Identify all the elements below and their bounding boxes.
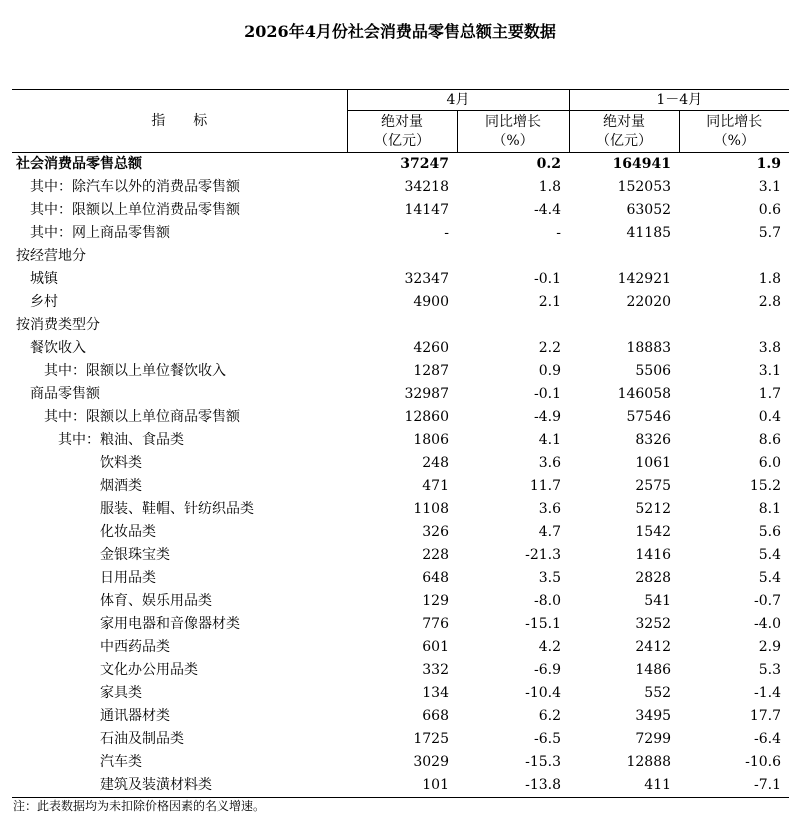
month-growth-cell: -0.1 (534, 386, 562, 402)
month-growth-cell: -15.1 (525, 616, 562, 632)
row-label: 汽车类 (100, 754, 142, 770)
month-abs-cell: 648 (422, 570, 449, 586)
table-row (12, 751, 789, 774)
table-row (12, 636, 789, 659)
table-row (12, 682, 789, 705)
month-abs-cell: 4260 (413, 340, 449, 356)
month-growth-cell: 4.1 (538, 432, 562, 448)
month-abs-cell: 134 (422, 685, 449, 701)
row-label: 建筑及装潢材料类 (12, 774, 347, 798)
table-row (12, 521, 789, 544)
table-row (12, 590, 789, 613)
ytd-growth-cell: -6.4 (754, 731, 782, 747)
month-growth-cell: -21.3 (525, 547, 562, 563)
month-growth-cell: -6.5 (534, 731, 562, 747)
row-label: 石油及制品类 (100, 731, 184, 747)
ytd-abs-cell: 411 (569, 774, 679, 798)
table-row (12, 475, 789, 498)
row-label: 金银珠宝类 (100, 547, 170, 563)
ytd-abs-cell: 2575 (635, 478, 672, 494)
month-abs-cell: 37247 (400, 156, 449, 172)
table-row (12, 613, 789, 636)
ytd-growth-cell: 15.2 (749, 478, 782, 494)
ytd-abs-cell: 552 (644, 685, 672, 701)
row-label: 其中：网上商品零售额 (30, 225, 170, 241)
month-growth-cell: 4.2 (538, 639, 562, 655)
month-growth-cell: -6.9 (534, 662, 562, 678)
table-row (12, 337, 789, 360)
month-growth-cell: -4.4 (534, 202, 562, 218)
ytd-abs-cell: 3495 (635, 708, 672, 724)
ytd-growth-header: 同比增长 （%） (679, 111, 789, 153)
ytd-growth-cell: -0.7 (754, 593, 782, 609)
ytd-growth-cell: 5.7 (758, 225, 782, 241)
row-label: 饮料类 (100, 455, 142, 471)
ytd-growth-cell: 3.8 (758, 340, 782, 356)
ytd-growth-cell: 17.7 (749, 708, 782, 724)
ytd-abs-cell: 12888 (626, 754, 672, 770)
month-abs-cell: - (444, 225, 449, 241)
table-row (12, 406, 789, 429)
month-period-header: 4月 (347, 90, 569, 111)
table-row (12, 199, 789, 222)
month-abs-cell: 1108 (413, 501, 449, 517)
month-growth-cell: 6.2 (538, 708, 562, 724)
ytd-growth-cell: 8.6 (758, 432, 782, 448)
ytd-abs-cell: 142921 (617, 271, 672, 287)
month-abs-cell: 101 (347, 774, 457, 798)
row-label: 体育、娱乐用品类 (100, 593, 212, 609)
month-growth-cell: 0.9 (538, 363, 562, 379)
ytd-growth-cell: 1.8 (758, 271, 782, 287)
month-abs-cell (347, 314, 457, 337)
ytd-abs-cell: 541 (644, 593, 672, 609)
row-label: 商品零售额 (30, 386, 100, 402)
month-abs-cell: 14147 (404, 202, 449, 218)
month-growth-cell: 1.8 (538, 179, 562, 195)
ytd-growth-cell: 8.1 (758, 501, 782, 517)
indicator-header: 指 标 (12, 90, 347, 153)
ytd-growth-cell: 1.7 (758, 386, 782, 402)
ytd-growth-cell: 3.1 (758, 179, 782, 195)
month-abs-cell: 228 (422, 547, 449, 563)
month-abs-cell: 776 (422, 616, 449, 632)
ytd-growth-cell: 0.6 (758, 202, 782, 218)
ytd-abs-cell: 1416 (635, 547, 672, 563)
month-growth-cell: 3.6 (538, 455, 562, 471)
row-label: 中西药品类 (100, 639, 170, 655)
ytd-abs-cell: 3252 (635, 616, 672, 632)
ytd-abs-cell (569, 245, 679, 268)
row-label: 其中：限额以上单位商品零售额 (44, 409, 240, 425)
month-abs-cell: 332 (422, 662, 449, 678)
ytd-abs-cell: 63052 (626, 202, 672, 218)
row-label: 烟酒类 (100, 478, 142, 494)
month-growth-cell: 0.2 (536, 156, 562, 172)
month-growth-cell (457, 245, 569, 268)
table-row (12, 452, 789, 475)
month-abs-cell: 32347 (404, 271, 449, 287)
row-label: 其中：限额以上单位餐饮收入 (44, 363, 226, 379)
table-row (12, 498, 789, 521)
ytd-abs-cell: 5212 (635, 501, 672, 517)
ytd-growth-cell: 2.8 (758, 294, 782, 310)
ytd-growth-cell: 5.3 (758, 662, 782, 678)
ytd-growth-cell: 0.4 (758, 409, 782, 425)
ytd-abs-cell: 18883 (626, 340, 672, 356)
retail-sales-table (12, 89, 789, 798)
ytd-growth-cell: -10.6 (745, 754, 782, 770)
table-row (12, 245, 789, 268)
table-row (12, 567, 789, 590)
ytd-abs-cell: 146058 (617, 386, 672, 402)
month-abs-cell: 1287 (413, 363, 449, 379)
month-abs-header: 绝对量 （亿元） (347, 111, 457, 153)
table-row (12, 383, 789, 406)
month-abs-cell: 32987 (404, 386, 449, 402)
ytd-growth-cell: 5.4 (758, 547, 782, 563)
table-body (12, 153, 789, 798)
month-abs-cell: 1806 (413, 432, 449, 448)
ytd-growth-cell: -1.4 (754, 685, 782, 701)
month-growth-cell: -13.8 (457, 774, 569, 798)
table-row (12, 222, 789, 245)
ytd-abs-cell: 1542 (635, 524, 672, 540)
ytd-growth-cell: 1.9 (756, 156, 782, 172)
month-growth-cell: 2.1 (538, 294, 562, 310)
month-growth-cell: 4.7 (538, 524, 562, 540)
ytd-growth-cell: 3.1 (758, 363, 782, 379)
ytd-growth-cell (679, 314, 789, 337)
ytd-abs-cell: 1486 (635, 662, 672, 678)
month-growth-cell: -0.1 (534, 271, 562, 287)
table-row (12, 659, 789, 682)
table-row (12, 360, 789, 383)
table-row (12, 705, 789, 728)
row-label: 化妆品类 (100, 524, 156, 540)
ytd-abs-cell: 22020 (626, 294, 672, 310)
month-abs-cell (347, 245, 457, 268)
row-label: 社会消费品零售总额 (16, 156, 142, 172)
month-abs-cell: 471 (422, 478, 449, 494)
table-row (12, 429, 789, 452)
table-row (12, 268, 789, 291)
month-abs-cell: 668 (422, 708, 449, 724)
month-abs-cell: 34218 (404, 179, 449, 195)
ytd-abs-cell: 152053 (617, 179, 672, 195)
row-label: 日用品类 (100, 570, 156, 586)
row-label: 其中：限额以上单位消费品零售额 (30, 202, 240, 218)
ytd-abs-cell: 2412 (635, 639, 672, 655)
month-growth-cell: -15.3 (525, 754, 562, 770)
table-row (12, 774, 789, 798)
ytd-period-header: 1－4月 (569, 90, 789, 111)
table-row (12, 314, 789, 337)
row-label: 家用电器和音像器材类 (100, 616, 240, 632)
row-label: 家具类 (100, 685, 142, 701)
ytd-abs-cell: 7299 (635, 731, 672, 747)
page-title: 2026年4月份社会消费品零售总额主要数据 (244, 22, 556, 41)
ytd-growth-cell: 6.0 (758, 455, 782, 471)
month-abs-cell: 129 (422, 593, 449, 609)
ytd-growth-cell: 5.4 (758, 570, 782, 586)
row-label: 餐饮收入 (30, 340, 86, 356)
ytd-growth-cell: 2.9 (758, 639, 782, 655)
month-abs-cell: 4900 (413, 294, 449, 310)
ytd-growth-cell: 5.6 (758, 524, 782, 540)
month-growth-cell: -4.9 (534, 409, 562, 425)
row-label: 城镇 (30, 271, 58, 287)
month-growth-cell: -8.0 (534, 593, 562, 609)
table-row (12, 544, 789, 567)
ytd-growth-cell (679, 245, 789, 268)
month-growth-cell: 3.6 (538, 501, 562, 517)
month-abs-cell: 601 (422, 639, 449, 655)
month-abs-cell: 1725 (413, 731, 449, 747)
ytd-abs-header: 绝对量 （亿元） (569, 111, 679, 153)
ytd-growth-cell: -7.1 (679, 774, 789, 798)
ytd-abs-cell: 164941 (612, 156, 672, 172)
ytd-abs-cell: 2828 (635, 570, 672, 586)
row-label: 其中：除汽车以外的消费品零售额 (30, 179, 240, 195)
row-label: 按经营地分 (16, 248, 86, 264)
ytd-abs-cell (569, 314, 679, 337)
ytd-abs-cell: 41185 (626, 225, 672, 241)
ytd-abs-cell: 5506 (635, 363, 672, 379)
table-row (12, 176, 789, 199)
month-growth-header: 同比增长 （%） (457, 111, 569, 153)
month-growth-cell: 11.7 (529, 478, 562, 494)
row-label: 乡村 (30, 294, 58, 310)
row-label: 文化办公用品类 (100, 662, 198, 678)
table-row (12, 291, 789, 314)
ytd-abs-cell: 1061 (635, 455, 672, 471)
row-label: 通讯器材类 (100, 708, 170, 724)
table-row (12, 728, 789, 751)
month-abs-cell: 12860 (404, 409, 449, 425)
month-growth-cell: -10.4 (525, 685, 562, 701)
month-growth-cell: - (556, 225, 562, 241)
month-abs-cell: 326 (422, 524, 449, 540)
month-abs-cell: 3029 (413, 754, 449, 770)
month-abs-cell: 248 (422, 455, 449, 471)
month-growth-cell: 2.2 (538, 340, 562, 356)
row-label: 服装、鞋帽、针纺织品类 (100, 501, 254, 517)
ytd-growth-cell: -4.0 (754, 616, 782, 632)
month-growth-cell: 3.5 (538, 570, 562, 586)
ytd-abs-cell: 8326 (635, 432, 672, 448)
row-label: 按消费类型分 (16, 317, 100, 333)
month-growth-cell (457, 314, 569, 337)
footnote: 注：此表数据均为未扣除价格因素的名义增速。 (13, 799, 266, 813)
ytd-abs-cell: 57546 (626, 409, 672, 425)
table-row (12, 153, 789, 177)
row-label: 其中：粮油、食品类 (58, 432, 184, 448)
